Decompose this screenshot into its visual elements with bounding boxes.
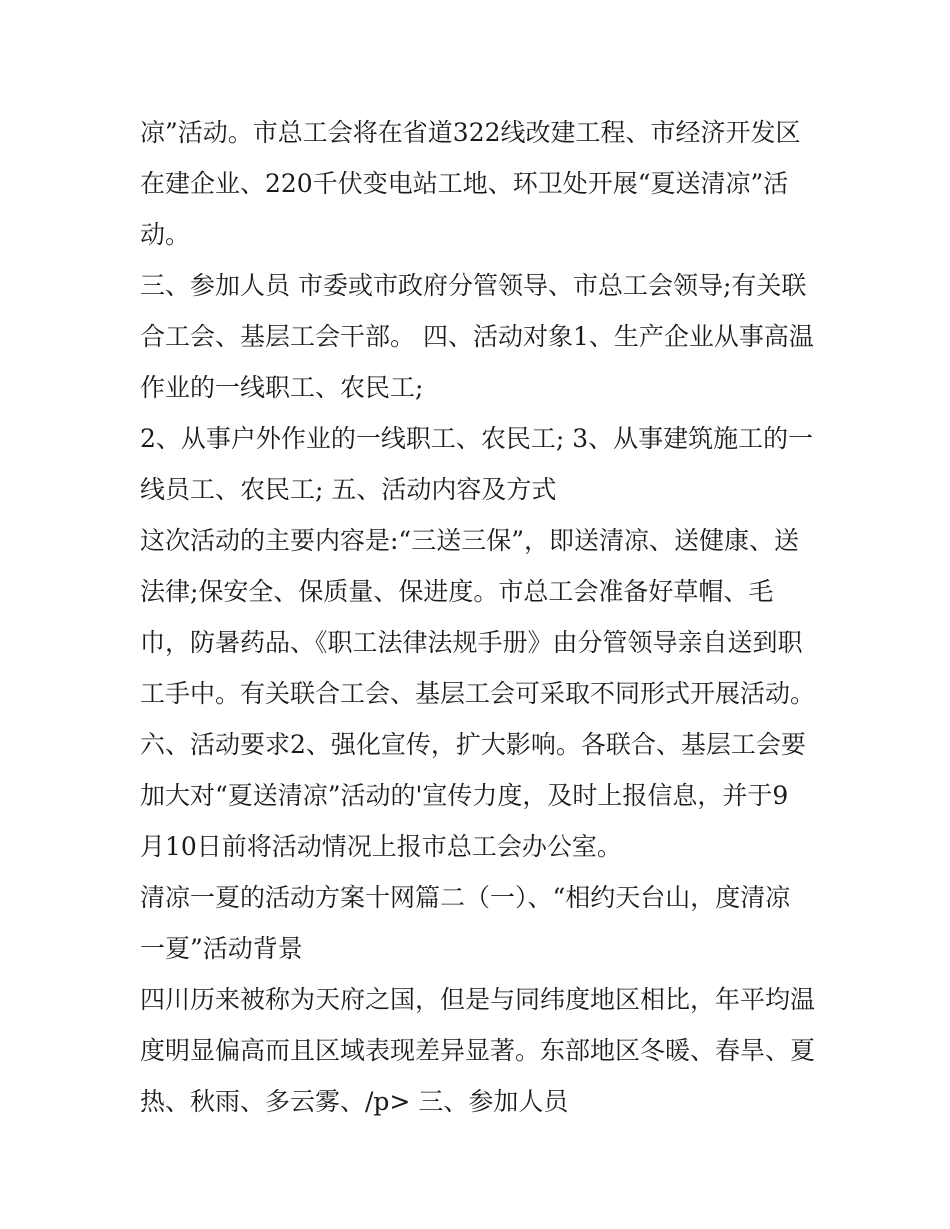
text-line: 度明显偏高而且区域表现差异显著。东部地区冬暖、春旱、夏 (140, 1036, 816, 1065)
text-line: 清凉一夏的活动方案十网篇二（一）、“相约天台山，度清凉 (140, 883, 791, 912)
text-line: 这次活动的主要内容是:“三送三保”，即送清凉、送健康、送 (140, 526, 799, 555)
text-line: 作业的一线职工、农民工; (140, 373, 424, 402)
text-line: 一夏”活动背景 (140, 934, 303, 963)
text-line: 四川历来被称为天府之国，但是与同纬度地区相比，年平均温 (140, 985, 816, 1014)
text-line: 巾，防暑药品、《职工法律法规手册》由分管领导亲自送到职 (140, 628, 803, 657)
text-line: 六、活动要求2、强化宣传，扩大影响。各联合、基层工会要 (140, 730, 806, 759)
text-line: 加大对“夏送清凉”活动的'宣传力度，及时上报信息，并于9 (140, 781, 789, 810)
text-line: 动。 (140, 220, 191, 249)
text-line: 凉”活动。市总工会将在省道322线改建工程、市经济开发区 (140, 118, 801, 147)
text-line: 工手中。有关联合工会、基层工会可采取不同形式开展活动。 (140, 679, 816, 708)
text-line: 三、参加人员 市委或市政府分管领导、市总工会领导;有关联 (140, 271, 807, 300)
text-line: 法律;保安全、保质量、保进度。市总工会准备好草帽、毛 (140, 577, 774, 606)
document-body (140, 107, 820, 1127)
text-line: 热、秋雨、多云雾、/p> 三、参加人员 (140, 1087, 569, 1116)
text-line: 合工会、基层工会干部。 四、活动对象1、生产企业从事高温 (140, 322, 814, 351)
text-line: 月10日前将活动情况上报市总工会办公室。 (140, 832, 622, 861)
text-line: 在建企业、220千伏变电站工地、环卫处开展“夏送清凉”活 (140, 169, 789, 198)
text-line: 2、从事户外作业的一线职工、农民工; 3、从事建筑施工的一 (140, 424, 814, 453)
text-line: 线员工、农民工; 五、活动内容及方式 (140, 475, 557, 504)
